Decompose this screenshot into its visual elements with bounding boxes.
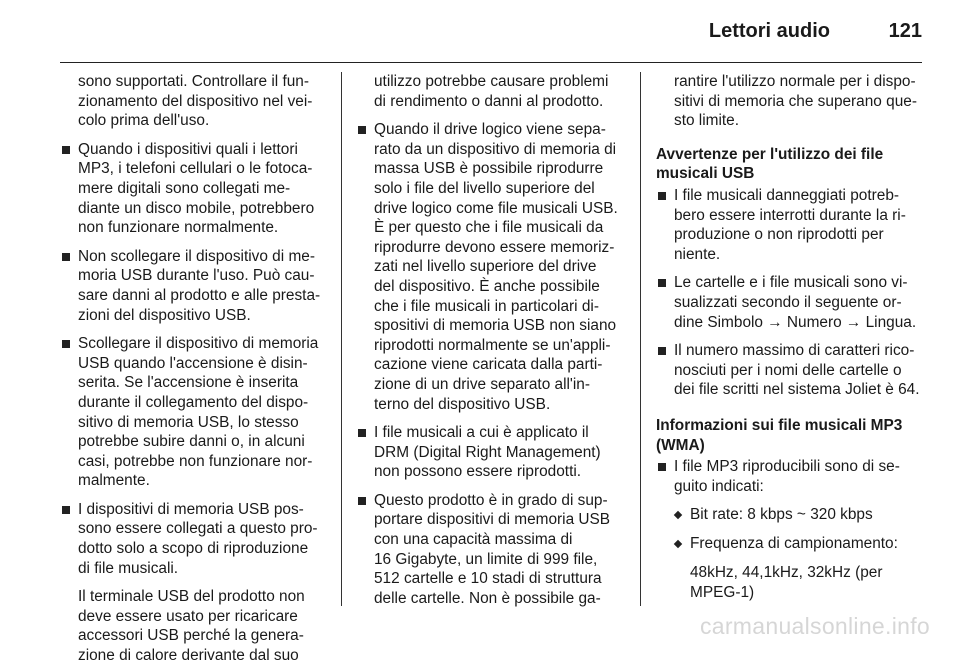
text-line: serita. Se l'accensione è inserita (78, 374, 299, 392)
text-line: 512 cartelle e 10 stadi di struttura (374, 570, 602, 588)
continuation-paragraph (356, 72, 624, 111)
text-line: del dispositivo. È anche possibile (374, 277, 600, 295)
text-line: Quando il drive logico viene sepa- (374, 121, 606, 139)
text-line: cazione viene caricata dalla parti- (374, 356, 603, 374)
text-line: diante un disco mobile, potrebbero (78, 199, 315, 217)
text-line: massa USB è possibile riprodurre (374, 160, 604, 178)
text-line: (WMA) (656, 436, 705, 454)
column-divider (341, 72, 342, 606)
text-line: USB quando l'accensione è disin- (78, 354, 308, 372)
text-line: moria USB durante l'uso. Può cau- (78, 267, 315, 285)
text-line: che i file musicali in particolari di- (374, 297, 599, 315)
continuation-paragraph (656, 72, 926, 131)
text-line: di rendimento o danni al prodotto. (374, 92, 604, 110)
column-2 (356, 72, 624, 608)
text-line: I file MP3 riproducibili sono di se- (674, 458, 900, 476)
text-line: produzione o non riprodotti per (674, 226, 884, 244)
diamond-bullet-icon (674, 511, 682, 519)
text-line: MPEG-1) (690, 584, 755, 602)
text-line: MP3, i telefoni cellulari o le fotoca- (78, 160, 313, 178)
text-line: dine Simbolo → Numero → Lingua. (674, 313, 917, 331)
text-line: Bit rate: 8 kbps ~ 320 kbps (690, 506, 873, 524)
text-line: Frequenza di campionamento: (690, 534, 898, 552)
bullet-item (356, 120, 624, 414)
page-number: 121 (888, 20, 922, 42)
square-bullet-icon (358, 126, 366, 134)
text-line: zione di calore derivante dal suo (78, 647, 299, 665)
text-line: casi, potrebbe non funzionare nor- (78, 452, 313, 470)
text-line: Il numero massimo di caratteri rico- (674, 342, 915, 360)
text-line: I file musicali danneggiati potreb- (674, 186, 899, 204)
text-line: rato da un dispositivo di memoria di (374, 140, 617, 158)
bullet-list (60, 140, 326, 578)
text-line: musicali USB (656, 165, 755, 183)
text-line: utilizzo potrebbe causare problemi (374, 73, 609, 90)
text-line: terno del dispositivo USB. (374, 395, 551, 413)
text-line: Informazioni sui file musicali MP3 (656, 416, 903, 434)
text-line: zioni del dispositivo USB. (78, 306, 251, 324)
text-line: sitivo di memoria USB, lo stesso (78, 413, 299, 431)
text-line: 16 Gigabyte, un limite di 999 file, (374, 550, 598, 568)
square-bullet-icon (358, 497, 366, 505)
bullet-item (656, 341, 926, 400)
square-bullet-icon (62, 340, 70, 348)
bullet-item (656, 273, 926, 332)
text-line: Le cartelle e i file musicali sono vi- (674, 274, 908, 292)
text-line: sitivi di memoria che superano que- (674, 92, 917, 110)
text-line: malmente. (78, 472, 150, 490)
text-line: riprodurre devono essere memoriz- (374, 238, 615, 256)
text-line: sono essere collegati a questo pro- (78, 520, 318, 538)
bullet-list (356, 120, 624, 608)
square-bullet-icon (658, 192, 666, 200)
square-bullet-icon (62, 146, 70, 154)
text-line: nosciuti per i nomi delle cartelle o (674, 361, 902, 379)
continuation-paragraph (60, 72, 326, 131)
text-line: rantire l'utilizzo normale per i dispo- (674, 73, 916, 90)
text-line: DRM (Digital Right Management) (374, 443, 601, 461)
text-line: deve essere usato per ricaricare (78, 607, 298, 625)
text-line: mere digitali sono collegati me- (78, 179, 291, 197)
text-line: Avvertenze per l'utilizzo dei file (656, 145, 884, 163)
section-heading (656, 145, 926, 184)
text-line: sualizzati secondo il seguente or- (674, 293, 902, 311)
text-line: 48kHz, 44,1kHz, 32kHz (per (690, 564, 883, 582)
square-bullet-icon (62, 253, 70, 261)
text-line: non funzionare normalmente. (78, 219, 279, 237)
diamond-bullet-icon (674, 540, 682, 548)
square-bullet-icon (658, 347, 666, 355)
text-line: con una capacità massima di (374, 531, 573, 549)
column-1 (60, 72, 326, 666)
sample-rate-values (656, 563, 926, 602)
square-bullet-icon (358, 429, 366, 437)
text-line: Il terminale USB del prodotto non (78, 588, 305, 606)
bullet-list (656, 457, 926, 496)
text-line: dotto solo a scopo di riproduzione (78, 540, 309, 558)
text-line: guito indicati: (674, 477, 764, 495)
square-bullet-icon (658, 279, 666, 287)
text-line: di file musicali. (78, 559, 179, 577)
text-line: dei file scritti nel sistema Joliet è 64. (674, 381, 920, 399)
text-line: accessori USB perché la genera- (78, 627, 304, 645)
text-line: I dispositivi di memoria USB pos- (78, 500, 304, 518)
text-line: spositivi di memoria USB non siano (374, 317, 617, 335)
page-title: Lettori audio (708, 20, 830, 42)
text-line: drive logico come file musicali USB. (374, 199, 618, 217)
text-line: È per questo che i file musicali da (374, 219, 604, 237)
text-line: colo prima dell'uso. (78, 112, 210, 130)
text-line: riprodotti normalmente se un'appli- (374, 336, 611, 354)
bullet-item (60, 334, 326, 491)
text-line: niente. (674, 245, 721, 263)
column-3 (656, 72, 926, 603)
text-line: I file musicali a cui è applicato il (374, 424, 589, 442)
section-heading (656, 416, 926, 455)
text-line: durante il collegamento del dispo- (78, 393, 309, 411)
bullet-item (656, 457, 926, 496)
column-divider (640, 72, 641, 606)
sub-bullet-item (656, 534, 926, 554)
text-line: potrebbe subire danni o, in alcuni (78, 433, 305, 451)
text-line: delle cartelle. Non è possibile ga- (374, 589, 601, 607)
text-line: bero essere interrotti durante la ri- (674, 206, 906, 224)
text-line: portare dispositivi di memoria USB (374, 511, 611, 529)
sub-bullet-item (656, 505, 926, 525)
text-line: Non scollegare il dispositivo di me- (78, 247, 315, 265)
bullet-item (60, 247, 326, 325)
text-line: zione di un drive separato all'in- (374, 375, 590, 393)
bullet-item (60, 500, 326, 578)
text-line: solo i file del livello superiore del (374, 179, 595, 197)
text-line: zionamento del dispositivo nel vei- (78, 92, 313, 110)
text-line: zati nel livello superiore del drive (374, 258, 597, 276)
page-header (60, 0, 922, 63)
bullet-item (356, 491, 624, 609)
bullet-followup-paragraph (60, 587, 326, 665)
text-line: sare danni al prodotto e alle presta- (78, 286, 321, 304)
text-line: non possono essere riprodotti. (374, 463, 582, 481)
bullet-item (356, 423, 624, 482)
text-line: Quando i dispositivi quali i lettori (78, 140, 298, 158)
text-line: sto limite. (674, 112, 739, 130)
text-line: Scollegare il dispositivo di memoria (78, 335, 319, 353)
bullet-item (60, 140, 326, 238)
bullet-list (656, 186, 926, 400)
text-line: sono supportati. Controllare il fun- (78, 73, 309, 90)
square-bullet-icon (62, 506, 70, 514)
bullet-item (656, 186, 926, 264)
text-line: Questo prodotto è in grado di sup- (374, 491, 608, 509)
watermark: carmanualsonline.info (699, 613, 930, 639)
square-bullet-icon (658, 463, 666, 471)
